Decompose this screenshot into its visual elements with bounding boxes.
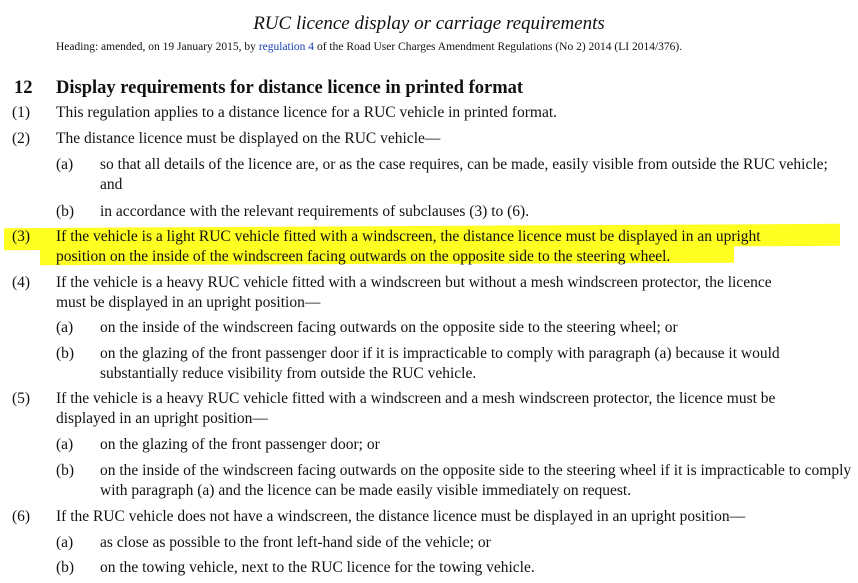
subclause-text: If the vehicle is a heavy RUC vehicle fitted with a windscreen but without a mesh windscreen protector, the licence must be displayed in an upright position—	[56, 274, 772, 311]
subclause-3-highlighted	[12, 227, 802, 267]
subclause-text: This regulation applies to a distance licence for a RUC vehicle in printed format.	[56, 104, 558, 121]
amendment-note	[56, 39, 682, 55]
paragraph-label: (b)	[56, 462, 75, 479]
subclause-5	[12, 389, 802, 429]
paragraph-text: as close as possible to the front left-hand side of the vehicle; or	[100, 534, 491, 551]
subclause-6	[12, 507, 802, 527]
subclause-text: If the vehicle is a heavy RUC vehicle fitted with a windscreen and a mesh windscreen protector, the licence must be displayed in an upright position—	[56, 390, 776, 427]
paragraph-label: (a)	[56, 436, 74, 453]
subclause-2	[12, 129, 802, 149]
subclause-text: If the RUC vehicle does not have a windscreen, the distance licence must be displayed in an upright position—	[56, 508, 746, 525]
subclause-label: (5)	[12, 390, 31, 407]
amendment-note-prefix: Heading: amended, on 19 January 2015, by	[56, 41, 259, 53]
paragraph-label: (a)	[56, 156, 74, 173]
paragraph-text: on the inside of the windscreen facing outwards on the opposite side to the steering wheel; or	[100, 319, 678, 336]
subclause-1	[12, 103, 802, 123]
subclause-text: If the vehicle is a light RUC vehicle fitted with a windscreen, the distance licence must be displayed in an upright position on the inside of the windscreen facing outwards on the opposite side to the steering wheel.	[56, 228, 761, 265]
paragraph-label: (b)	[56, 203, 75, 220]
paragraph-6b	[56, 558, 846, 578]
regulation-heading-text: Display requirements for distance licence in printed format	[56, 78, 524, 98]
paragraph-text: in accordance with the relevant requirements of subclauses (3) to (6).	[100, 203, 530, 220]
subclause-label: (2)	[12, 130, 31, 147]
subclause-4	[12, 273, 802, 313]
subclause-label: (4)	[12, 274, 31, 291]
paragraph-label: (b)	[56, 559, 75, 576]
paragraph-6a	[56, 533, 846, 553]
paragraph-label: (b)	[56, 345, 75, 362]
paragraph-label: (a)	[56, 534, 74, 551]
paragraph-2b	[56, 202, 846, 222]
paragraph-text: on the glazing of the front passenger door if it is impracticable to comply with paragraph (a) because it would substantially reduce visibility from outside the RUC vehicle.	[100, 345, 780, 382]
section-title: RUC licence display or carriage requirements	[253, 13, 605, 34]
paragraph-2a	[56, 155, 846, 195]
regulation-heading	[14, 76, 523, 100]
subclause-label: (3)	[12, 228, 31, 245]
paragraph-text: so that all details of the licence are, or as the case requires, can be made, easily visible from outside the RUC vehicle; and	[100, 156, 828, 193]
subclause-label: (1)	[12, 104, 31, 121]
paragraph-text: on the towing vehicle, next to the RUC licence for the towing vehicle.	[100, 559, 535, 576]
regulation-4-link[interactable]: regulation 4	[258, 41, 315, 53]
paragraph-text: on the inside of the windscreen facing outwards on the opposite side to the steering wheel if it is impracticable to comply with paragraph (a) and the licence can be made easily visible immediately on request.	[100, 462, 852, 499]
paragraph-4a	[56, 318, 846, 338]
subclause-label: (6)	[12, 508, 31, 525]
paragraph-text: on the glazing of the front passenger door; or	[100, 436, 380, 453]
paragraph-4b	[56, 344, 846, 384]
subclause-text: The distance licence must be displayed on the RUC vehicle—	[56, 130, 441, 147]
paragraph-5b	[56, 461, 854, 501]
amendment-note-suffix: of the Road User Charges Amendment Regulations (No 2) 2014 (LI 2014/376).	[314, 41, 683, 53]
paragraph-5a	[56, 435, 846, 455]
regulation-number: 12	[14, 78, 33, 98]
paragraph-label: (a)	[56, 319, 74, 336]
